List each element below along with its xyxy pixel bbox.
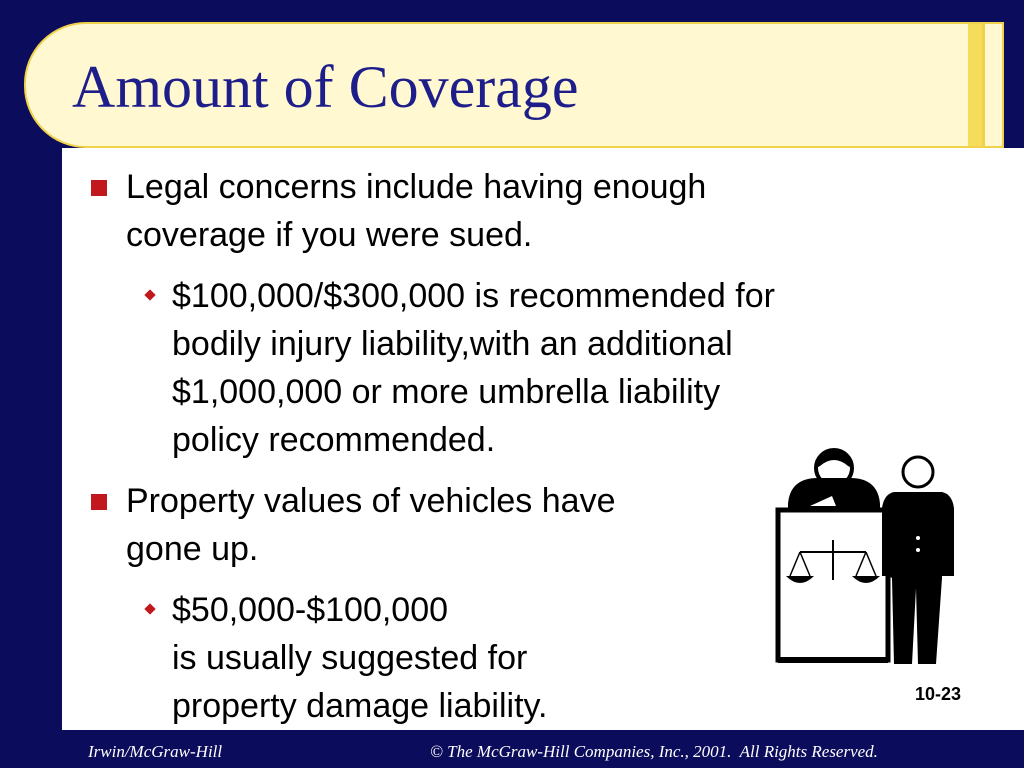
title-box bbox=[24, 22, 1004, 148]
bullet-item bbox=[126, 477, 615, 573]
bullet-item bbox=[126, 163, 706, 259]
slide-number: 10-23 bbox=[915, 684, 962, 704]
slide-title: Amount of Coverage bbox=[72, 54, 579, 120]
legal-scales-clipart-icon bbox=[770, 448, 966, 670]
sub-bullet-text: $50,000-$100,000 is usually suggested for property damage liability. bbox=[172, 591, 548, 725]
bullet-square-marker bbox=[91, 494, 107, 510]
title-stripe bbox=[968, 24, 982, 146]
bullet-text: Legal concerns include having enough coverage if you were sued. bbox=[126, 168, 707, 254]
sub-bullet-text: $100,000/$300,000 is recommended for bodily injury liability,with an additional $1,000,000 or more umbrella liability policy recommended. bbox=[172, 277, 775, 459]
sub-bullet-item bbox=[172, 272, 775, 464]
footer-copyright: © The McGraw-Hill Companies, Inc., 2001. All Rights Reserved. bbox=[430, 742, 878, 761]
sub-bullet-item bbox=[172, 586, 547, 730]
title-stripe-edge bbox=[982, 24, 1002, 146]
bullet-square-marker bbox=[91, 180, 107, 196]
footer-publisher: Irwin/McGraw-Hill bbox=[88, 742, 223, 761]
bullet-text: Property values of vehicles have gone up. bbox=[126, 482, 616, 568]
